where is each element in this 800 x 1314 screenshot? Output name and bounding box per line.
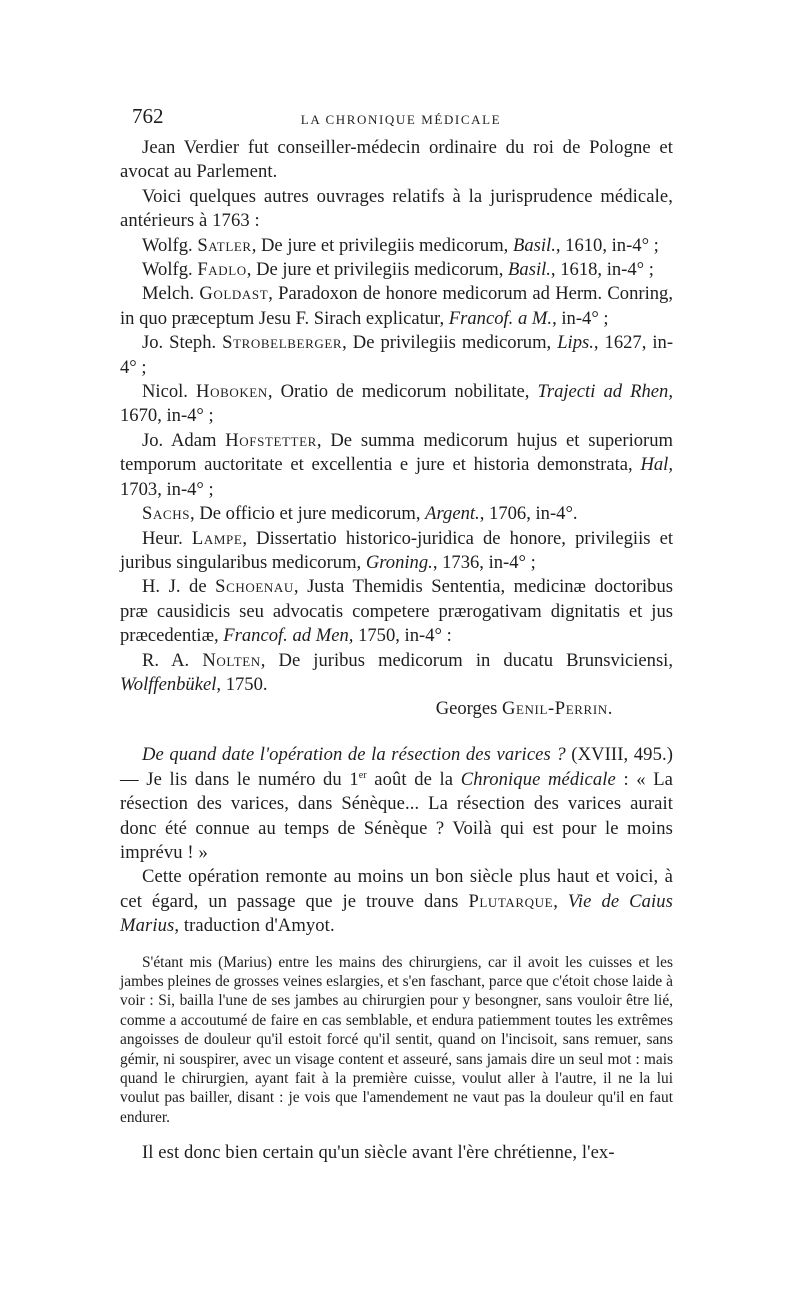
paragraph-plutarque: Cette opération remonte au moins un bon siècle plus haut et voici, à cet égard, un passage que je trouve dans Plutarque, Vie de Caius Marius, traduction d'Amyot. [120,866,673,937]
cited-author: Plutarque [468,890,554,912]
reference-place: Trajecti ad Rhen, [537,381,673,403]
journal-title: Chronique médicale [460,768,616,790]
reference-place: Argent. [425,503,480,525]
reference-item: Sachs, De officio et jure medicorum, Argent., 1706, in-4°. [142,503,578,525]
reference-item: H. J. de Schoenau, Justa Themidis Sententia, medicinæ doctoribus præ causidicis seu advocatis competere prærogativam dignitatis et jus præcedentiæ, Francof. ad Men, 1750, in-4° : [120,576,673,647]
reference-author: Strobelberger [222,332,343,354]
reference-place: Wolffenbükel [120,673,217,695]
reference-author: Sachs [142,503,191,525]
reference-list [120,234,673,698]
reference-author: Satler [197,234,252,256]
reference-place: Basil. [512,234,556,256]
reference-item: R. A. Nolten, De juribus medicorum in ducatu Brunsviciensi, Wolffenbükel, 1750. [120,649,673,695]
paragraph-intro-list: Voici quelques autres ouvrages relatifs à la jurisprudence médicale, antérieurs à 1763 : [120,185,673,232]
reference-place: Groning. [365,551,433,573]
reference-author: Nolten [202,649,261,671]
reference-author: Lampe [191,527,243,549]
page-body [120,136,673,1166]
reference-place: Lips. [557,332,594,354]
cited-work: Vie de Caius Marius [120,890,673,937]
paragraph-verdier: Jean Verdier fut conseiller-médecin ordinaire du roi de Pologne et avocat au Parlement. [120,137,673,183]
reference-author: Hofstetter [225,429,317,451]
reference-place: Francof. ad Men, [223,625,354,647]
paragraph-conclusion: Il est donc bien certain qu'un siècle avant l'ère chrétienne, l'ex- [142,1142,615,1164]
signature: Georges Genil-Perrin. [435,698,613,720]
reference-item: Heur. Lampe, Dissertatio historico-juridica de honore, privilegiis et juribus singularibus medicorum, Groning., 1736, in-4° ; [120,527,674,573]
reference-author: Fadlo [197,259,247,281]
reference-place: Basil. [508,259,551,281]
page-header [132,104,670,134]
page-number: 762 [132,104,164,128]
reference-place: Francof. a M. [448,307,553,329]
reference-item: Nicol. Hoboken, Oratio de medicorum nobilitate, Trajecti ad Rhen, 1670, in-4° ; [120,381,673,427]
reference-author: Hoboken [196,381,268,403]
article-reference: (XVIII, 495.) [565,744,674,766]
reference-item: Wolfg. Satler, De jure et privilegiis medicorum, Basil., 1610, in-4° ; [142,234,659,256]
reference-author: Goldast [199,283,269,305]
reference-item: Jo. Steph. Strobelberger, De privilegiis medicorum, Lips., 1627, in-4° ; [120,332,674,378]
running-title: LA CHRONIQUE MÉDICALE [300,112,502,127]
reference-author: Schoenau [215,576,294,598]
article-question: De quand date l'opération de la résection des varices ? [142,744,566,766]
reference-item: Wolfg. Fadlo, De jure et privilegiis medicorum, Basil., 1618, in-4° ; [142,259,654,281]
paragraph-question: De quand date l'opération de la résection des varices ? (XVIII, 495.) — Je lis dans le numéro du 1er août de la Chronique médicale : « La résection des varices, dans Sénèque... La résection des varices aurait donc été connue au temps de Sénèque ? Voilà qui est pour le moins imprévu ! » [120,744,674,863]
reference-item: Jo. Adam Hofstetter, De summa medicorum hujus et superiorum temporum auctoritate et excellentia e jure et historia demonstrata, Hal, 1703, in-4° ; [120,429,673,500]
reference-item: Melch. Goldast, Paradoxon de honore medicorum ad Herm. Conring, in quo præceptum Jesu F. Sirach explicatur, Francof. a M., in-4° ; [120,283,673,329]
reference-place: Hal, [640,454,673,476]
block-quotation: S'étant mis (Marius) entre les mains des chirurgiens, car il avoit les cuisses et les jambes pleines de grosses veines eslargies, et s'en faschant, parce que c'étoit chose laide à voir : Si, bailla l'une de ses jambes au chirurgien pour y besongner, sans vouloir être lié, comme a accoutumé de faire en cas semblable, et endura patiemment toutes les extrêmes angoisses de douleur qu'il estoit forcé qu'il sentit, quand on l'incisoit, sans remuer, sans gémir, ni souspirer, avec un visage content et asseuré, sans jamais dire un seul mot : mais quand le chirurgien, ayant fait à la première cuisse, voulut aller à l'autre, il ne la lui voulut pas bailler, disant : je vois que l'amendement ne vaut pas la douleur qu'il en faut endurer. [120,953,673,1126]
